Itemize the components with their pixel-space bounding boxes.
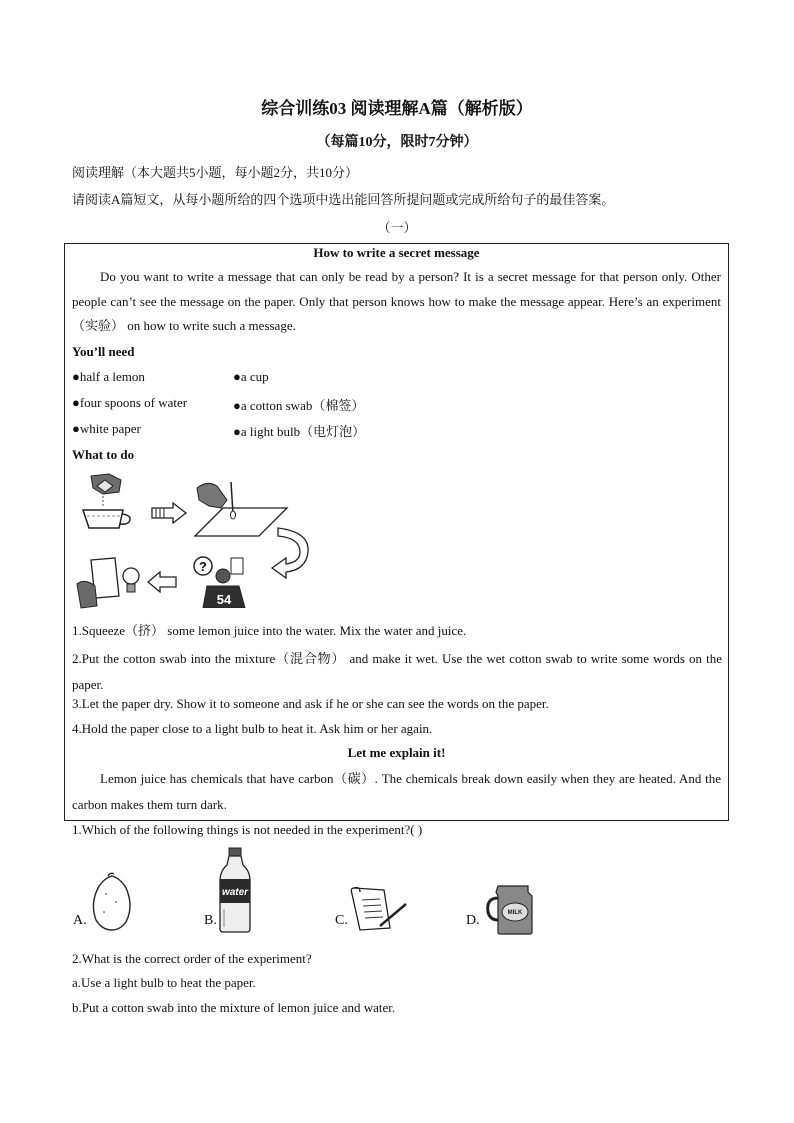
show-paper-illustration xyxy=(193,554,257,608)
question-2: 2.What is the correct order of the experiment? xyxy=(72,951,312,966)
jersey-number: 54 xyxy=(216,592,232,607)
need-item: ●white paper xyxy=(72,421,141,436)
question-2-item-b: b.Put a cotton swab into the mixture of lemon juice and water. xyxy=(72,1000,396,1015)
todo-heading: What to do xyxy=(72,447,135,462)
need-item: ●a light bulb（电灯泡） xyxy=(233,424,366,439)
need-heading: You’ll need xyxy=(72,344,135,359)
page-title: 综合训练03 阅读理解A篇（解析版） xyxy=(261,99,533,118)
bottle-label: water xyxy=(221,887,249,898)
lemon-icon xyxy=(90,872,134,932)
jug-label: MILK xyxy=(507,910,523,916)
explain-text: Lemon juice has chemicals that have carbon（碳）. The chemicals break down easily when they are heated. And the carbon makes them turn dark. xyxy=(72,771,721,812)
paper-scroll-icon xyxy=(350,884,408,934)
step-2: 2.Put the cotton swab into the mixture（混合物） and make it wet. Use the wet cotton swab to write some words on the paper. xyxy=(72,651,722,692)
curved-arrow-icon xyxy=(270,526,312,580)
passage-box xyxy=(64,243,729,821)
instruction-line-2: 请阅读A篇短文，从每小题所给的四个选项中选出能回答所提问题或完成所给句子的最佳答案。 xyxy=(72,192,615,207)
section-mark: （一） xyxy=(377,220,417,235)
arrow-left-icon xyxy=(147,571,177,593)
need-item: ●a cup xyxy=(233,369,269,384)
svg-text:?: ? xyxy=(199,559,207,574)
step-3: 3.Let the paper dry. Show it to someone and ask if he or she can see the words on the paper. xyxy=(72,696,549,711)
need-item: ●four spoons of water xyxy=(72,395,188,410)
explain-heading: Let me explain it! xyxy=(347,745,446,760)
passage-intro: Do you want to write a message that can only be read by a person? It is a secret message for that person only. Other people can’t see the message on the paper. Only that person knows how to make the message appear. Here’s an experiment（实验） on how to write such a message. xyxy=(72,269,721,333)
question-2-item-a: a.Use a light bulb to heat the paper. xyxy=(72,975,256,990)
need-item: ●a cotton swab（棉签） xyxy=(233,398,365,413)
page-subtitle: （每篇10分，限时7分钟） xyxy=(316,135,478,150)
step-1: 1.Squeeze（挤） some lemon juice into the water. Mix the water and juice. xyxy=(72,623,467,638)
option-a-label: A. xyxy=(73,913,87,928)
option-c-label: C. xyxy=(335,913,348,928)
step-4: 4.Hold the paper close to a light bulb to heat it. Ask him or her again. xyxy=(72,721,433,736)
option-b-label: B. xyxy=(204,913,217,928)
question-1: 1.Which of the following things is not needed in the experiment?( ) xyxy=(72,822,423,837)
water-bottle-icon xyxy=(218,847,252,933)
option-d-label: D. xyxy=(466,913,480,928)
passage-title: How to write a secret message xyxy=(313,245,480,260)
arrow-right-icon xyxy=(151,502,187,524)
need-item: ●half a lemon xyxy=(72,369,145,384)
heat-paper-illustration xyxy=(75,556,141,610)
squeeze-lemon-illustration xyxy=(79,472,139,532)
instruction-line-1: 阅读理解（本大题共5小题，每小题2分，共10分） xyxy=(72,165,359,180)
milk-jug-icon xyxy=(484,884,538,936)
